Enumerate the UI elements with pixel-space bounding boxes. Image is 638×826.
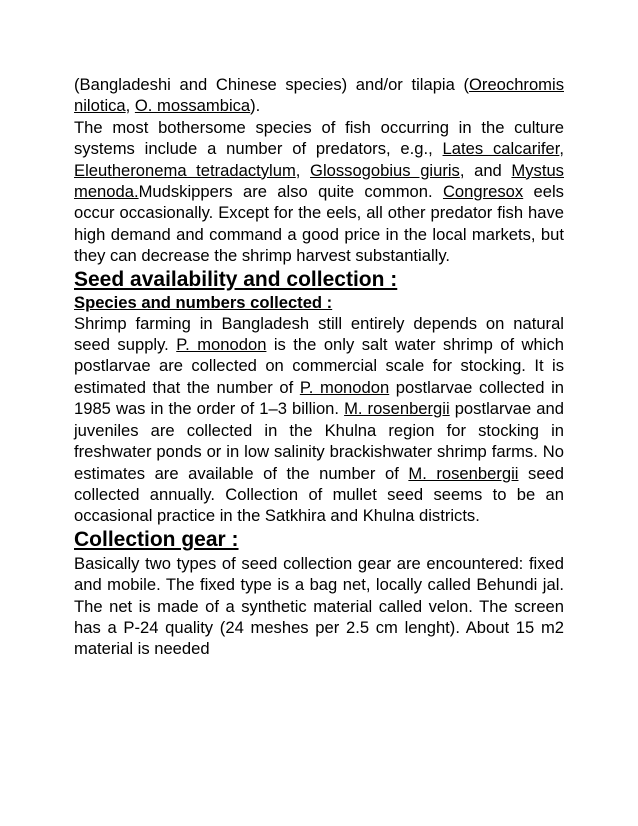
text-run: Shrimp farming in Bangladesh still entirely depends on natural seed supply. [74,313,564,355]
text-run: Basically two types of seed collection gear are encountered: fixed and mobile. The fixed type is a bag net, locally called Behundi jal. The net is made of a synthetic material called velon. The screen has a P-24 quality (24 meshes per 2.5 cm lenght). About 15 m2 material is needed [74,553,564,659]
species-name: Oreochromis nilotica [74,75,564,116]
species-name: P. monodon [176,335,267,355]
text-run: , and [459,160,512,180]
text-run: Mudskippers are also quite common. [138,182,443,202]
paragraph-seed-supply [74,313,564,527]
species-name: Glossogobius giuris [310,160,460,180]
text-run: , [125,96,135,116]
text-run: ). [250,96,261,116]
subheading-species-numbers: Species and numbers collected : [74,292,333,312]
text-run: postlarvae collected in 1985 was in the order of 1–3 billion. [74,377,564,419]
paragraph-tilapia [74,74,564,117]
text-run: , [559,139,564,159]
species-name: Mystus menoda. [74,160,564,202]
species-name: Eleutheronema tetradactylum [74,160,296,180]
heading-collection-gear: Collection gear : [74,527,239,551]
species-name: Lates calcarifer [442,139,560,159]
paragraph-predators [74,117,564,267]
species-name: O. mossambica [134,96,251,116]
paragraph-gear-types [74,553,564,660]
text-run: The most bothersome species of fish occurring in the culture systems include a number of predators, e.g., [74,117,564,159]
text-run: seed collected annually. Collection of mullet seed seems to be an occasional practice in the Satkhira and Khulna districts. [74,463,565,526]
heading-seed-availability: Seed availability and collection : [74,267,398,291]
species-name: Congresox [442,182,524,202]
text-run: eels occur occasionally. Except for the eels, all other predator fish have high demand and command a good price in the local markets, but they can decrease the shrimp harvest substantially. [74,182,564,266]
text-run: (Bangladeshi and Chinese species) and/or tilapia ( [74,75,470,94]
text-run: is the only salt water shrimp of which postlarvae are collected on commercial scale for stocking. It is estimated that the number of [74,335,564,397]
species-name: M. rosenbergii [408,463,519,483]
species-name: M. rosenbergii [344,399,450,419]
text-run: postlarvae and juveniles are collected in the Khulna region for stocking in freshwater ponds or in low salinity brackishwater shrimp farms. No estimates are available of the number of [74,399,564,483]
document-page [74,74,564,660]
text-run: , [295,160,311,180]
species-name: P. monodon [299,377,390,397]
